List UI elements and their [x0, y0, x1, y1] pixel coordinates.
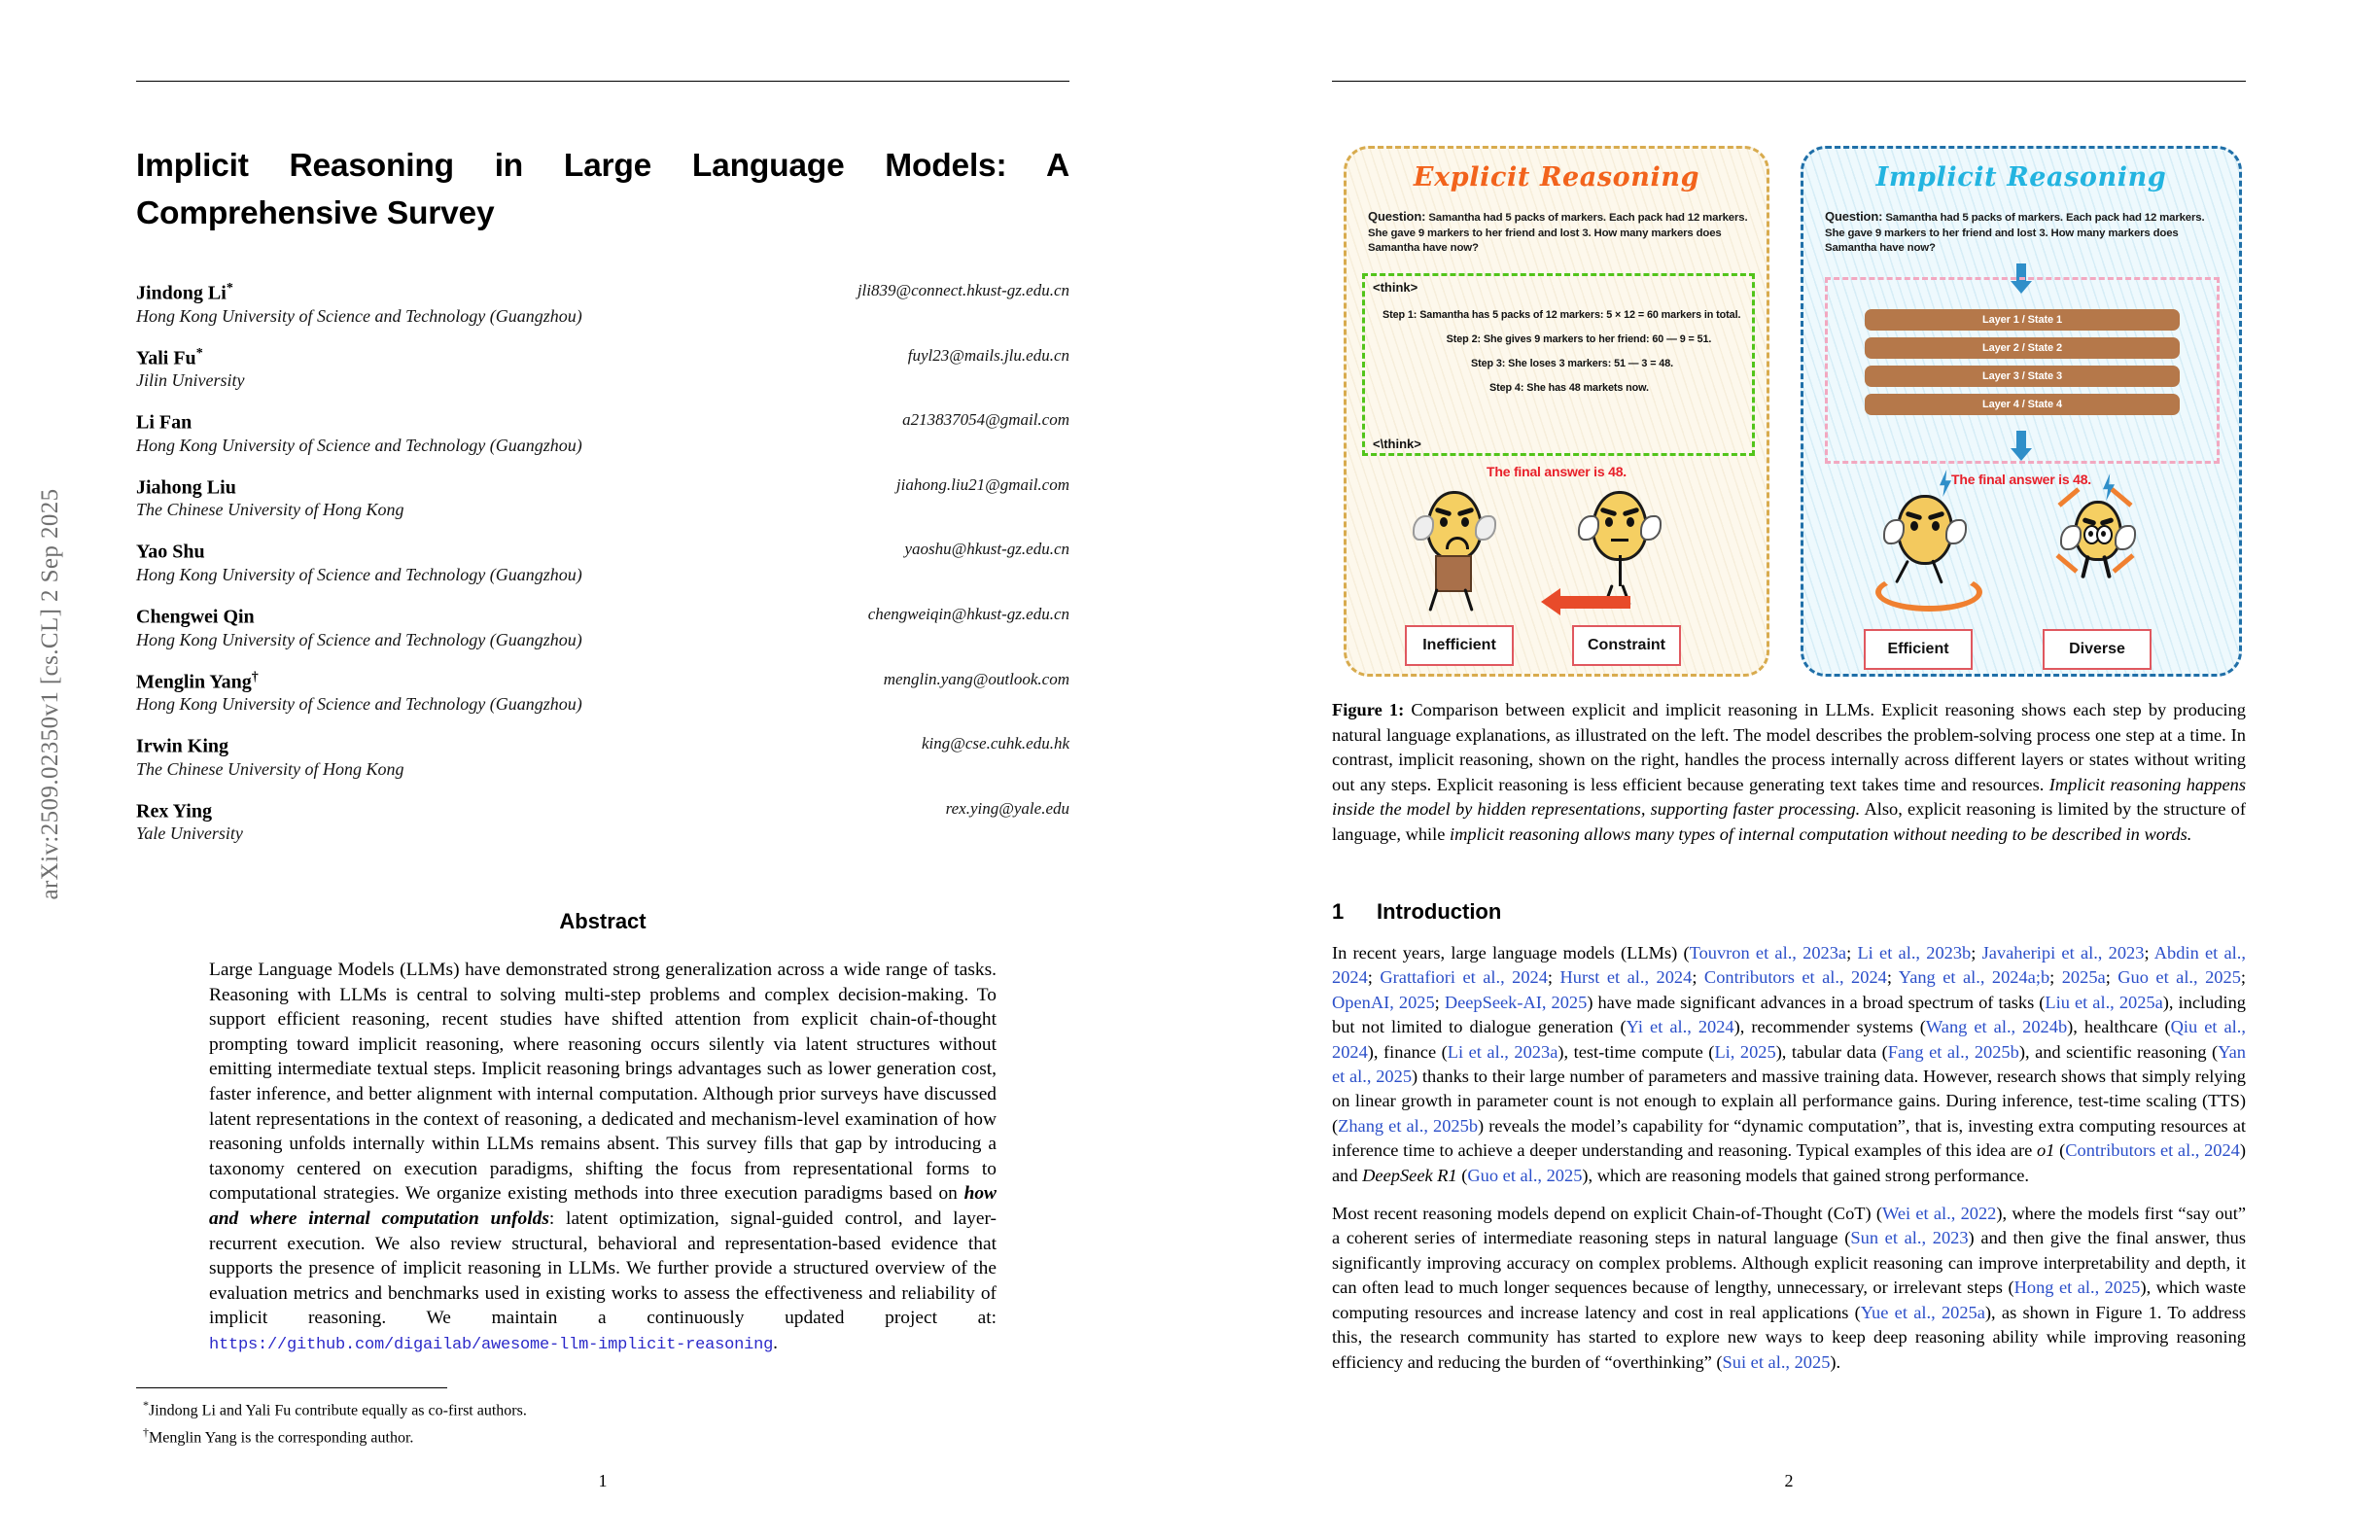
layer-label: Layer 2 / State 2	[1981, 342, 2063, 354]
layer-label: Layer 3 / State 3	[1981, 370, 2063, 382]
project-link[interactable]: https://github.com/digailab/awesome-llm-implicit-reasoning	[209, 1335, 774, 1354]
author-affiliation: Yale University	[136, 823, 243, 844]
arxiv-stamp: arXiv:2509.02350v1 [cs.CL] 2 Sep 2025	[37, 488, 63, 900]
character-head-icon	[1897, 495, 1953, 565]
eye-right-icon	[1627, 517, 1634, 527]
author-mark: *	[226, 281, 233, 296]
wing-left-icon	[1578, 515, 1599, 541]
abstract-part-1: Large Language Models (LLMs) have demonstrated strong generalization across a wide range of tasks. Reasoning with LLMs is central to solving multi-step problems and complex decision-making. To support efficient reasoning, recent studies have shifted attention from explicit chain-of-thought prompting toward implicit reasoning, where reasoning occurs silently via latent structures without emitting intermediate textual steps. Implicit reasoning brings advantages such as lower generation cost, faster inference, and better alignment with internal computation. Although prior surveys have discussed latent representations in the context of reasoning, a dedicated and mechanism-level examination of how reasoning unfolds internally within LLMs remains absent. This survey fills that gap by introducing a taxonomy centered on execution paradigms, shifting the focus from representational forms to computational strategies. We organize existing methods into three execution paradigms based on	[209, 960, 997, 1205]
speed-loop-arrow-icon	[1875, 573, 1982, 612]
badge-efficient	[1864, 629, 1973, 670]
author-entry	[136, 277, 1069, 342]
author-affiliation: Hong Kong University of Science and Technology (Guangzhou)	[136, 435, 582, 455]
badge-constraint	[1572, 625, 1681, 666]
question-text: Samantha had 5 packs of markers. Each pack had 12 markers. She gave 9 markers to her friend and lost 3. How many markers does Samantha have now?	[1825, 212, 2205, 255]
implicit-reasoning-panel	[1801, 146, 2242, 677]
footnote-divider	[136, 1387, 447, 1388]
eyebrow-left-icon	[1435, 508, 1452, 517]
eye-right-icon	[2096, 525, 2113, 544]
eyebrow-left-icon	[1600, 508, 1618, 517]
wing-right-icon	[1640, 515, 1662, 541]
author-email[interactable]: yaoshu@hkust-gz.edu.cn	[904, 540, 1069, 559]
page-title: Implicit Reasoning in Large Language Models: A Comprehensive Survey	[136, 148, 1069, 231]
eyebrow-left-icon	[1906, 511, 1923, 521]
author-name: Jindong Li*	[136, 281, 233, 304]
header-rule-right	[1332, 81, 2246, 82]
reasoning-step: Step 2: She gives 9 markers to her friend: 60 — 9 = 51.	[1446, 333, 1712, 345]
constraint-arrow-icon	[1558, 596, 1630, 609]
badge-inefficient	[1405, 625, 1514, 666]
badge-diverse	[2043, 629, 2152, 670]
author-name: Jiahong Liu	[136, 476, 236, 499]
reasoning-step: Step 1: Samantha has 5 packs of 12 markers: 5 × 12 = 60 markers in total.	[1382, 309, 1741, 321]
author-entry	[136, 795, 1069, 860]
figure-1	[1344, 146, 2236, 671]
author-name: Chengwei Qin	[136, 606, 255, 628]
header-rule-left	[136, 81, 1069, 82]
leg-left-icon	[2081, 555, 2090, 578]
author-email[interactable]: menglin.yang@outlook.com	[883, 669, 1069, 688]
author-email[interactable]: chengweiqin@hkust-gz.edu.cn	[867, 604, 1069, 623]
eyebrow-right-icon	[1928, 511, 1945, 521]
implicit-panel-title: Implicit Reasoning	[1875, 162, 2167, 192]
author-affiliation: Hong Kong University of Science and Technology (Guangzhou)	[136, 629, 582, 649]
author-email[interactable]: jli839@connect.hkust-gz.edu.cn	[857, 281, 1069, 299]
question-label: Question:	[1825, 209, 1883, 224]
layer-bar	[1865, 337, 2180, 359]
reasoning-step: Step 3: She loses 3 markers: 51 — 3 = 48.	[1470, 358, 1674, 369]
wing-left-icon	[1413, 515, 1434, 541]
eye-right-icon	[1461, 517, 1469, 527]
figure-caption-label: Figure 1:	[1332, 700, 1405, 719]
think-block	[1362, 273, 1755, 456]
author-entry	[136, 406, 1069, 472]
wing-left-icon	[1883, 519, 1905, 544]
author-email[interactable]: fuyl23@mails.jlu.edu.cn	[907, 345, 1069, 365]
flow-arrow-bottom-head-icon	[2011, 448, 2032, 461]
think-close-tag: <\think>	[1373, 437, 1421, 451]
page-number-right: 2	[1784, 1471, 1794, 1490]
author-list	[136, 277, 1069, 859]
eye-left-icon	[1440, 517, 1448, 527]
author-entry	[136, 730, 1069, 795]
paragraph-2: Most recent reasoning models depend on explicit Chain-of-Thought (CoT) (Wei et al., 2022), where the models first “say out” a coherent series of intermediate reasoning steps in natural language (Sun et al., 2023) and then give the final answer, thus significantly improving accuracy on complex problems. Although explicit reasoning can improve interpretability and depth, it can often lead to much longer sequences because of lengthy, unnecessary, or irrelevant steps (Hong et al., 2025), which waste computing resources and increase latency and cost in real applications (Yue et al., 2025a), as shown in Figure 1. To address this, the research community has started to explore new ways to keep deep reasoning ability while improving reasoning efficiency and reducing the burden of “overthinking” (Sui et al., 2025).	[1332, 1204, 2247, 1372]
footnote-star: *Jindong Li and Yali Fu contribute equally as co-first authors.	[143, 1398, 527, 1419]
sad-character-icon	[1426, 491, 1483, 561]
efficient-character-icon	[1897, 495, 1953, 565]
author-name: Menglin Yang†	[136, 669, 259, 693]
abstract-heading: Abstract	[559, 909, 647, 933]
constraint-arrow-head-icon	[1541, 588, 1560, 615]
eyebrow-right-icon	[1457, 508, 1475, 517]
wing-right-icon	[1945, 519, 1967, 544]
reasoning-steps	[1365, 309, 1752, 406]
author-entry	[136, 536, 1069, 601]
flat-mouth-icon	[1611, 539, 1628, 542]
wing-right-icon	[2115, 525, 2136, 550]
layer-label: Layer 1 / State 1	[1981, 314, 2063, 326]
think-open-tag: <think>	[1373, 280, 1418, 295]
author-mark: †	[251, 669, 259, 684]
diverse-character-icon	[2074, 501, 2122, 561]
author-name: Irwin King	[136, 735, 229, 757]
abstract-emphasis: how and where internal computation unfolds	[209, 1183, 997, 1229]
author-affiliation: The Chinese University of Hong Kong	[136, 500, 404, 520]
author-mark: *	[195, 345, 203, 361]
footnote-dagger: †Menglin Yang is the corresponding author.	[143, 1425, 414, 1447]
abstract-text	[209, 958, 997, 1358]
author-email[interactable]: a213837054@gmail.com	[902, 410, 1069, 430]
author-email[interactable]: jiahong.liu21@gmail.com	[895, 474, 1069, 494]
implicit-question	[1825, 209, 2222, 257]
reasoning-step: Step 4: She has 48 markets now.	[1489, 382, 1649, 394]
explicit-panel-title: Explicit Reasoning	[1413, 162, 1700, 192]
section-heading-introduction	[1332, 899, 1501, 925]
character-head-icon	[1426, 491, 1483, 561]
author-affiliation: Hong Kong University of Science and Technology (Guangzhou)	[136, 565, 582, 585]
question-text: Samantha had 5 packs of markers. Each pack had 12 markers. She gave 9 markers to her friend and lost 3. How many markers does Samantha have now?	[1368, 212, 1748, 255]
author-entry	[136, 342, 1069, 407]
author-name: Rex Ying	[136, 800, 212, 822]
layer-bar	[1865, 366, 2180, 387]
author-affiliation: Hong Kong University of Science and Technology (Guangzhou)	[136, 694, 582, 715]
diverse-arrow-up-left-icon	[2057, 487, 2080, 508]
character-head-icon	[2074, 501, 2122, 561]
paragraph-1: In recent years, large language models (LLMs) (Touvron et al., 2023a; Li et al., 2023b; Javaheripi et al., 2023; Abdin et al., 2024; Grattafiori et al., 2024; Hurst et al., 2024; Contributors et al., 2024; Yang et al., 2024a;b; 2025a; Guo et al., 2025; OpenAI, 2025; DeepSeek-AI, 2025) have made significant advances in a broad spectrum of tasks (Liu et al., 2025a), including but not limited to dialogue generation (Yi et al., 2024), recommender systems (Wang et al., 2024b), healthcare (Qiu et al., 2024), finance (Li et al., 2023a), test-time compute (Li, 2025), tabular data (Fang et al., 2025b), and scientific reasoning (Yan et al., 2025) thanks to their large number of parameters and massive training data. However, research shows that simply relying on linear growth in parameter count is not enough to explain all performance gains. During inference, test-time scaling (TTS) (Zhang et al., 2025b) reveals the model’s capability for “dynamic computation”, that is, investing extra computing resources at inference time to achieve a deeper understanding and reasoning. Typical examples of this idea are o1 (Contributors et al., 2024) and DeepSeek R1 (Guo et al., 2025), which are reasoning models that gained strong performance.	[1332, 943, 2247, 1185]
introduction-body	[1332, 941, 2246, 1388]
author-entry	[136, 472, 1069, 537]
eye-left-icon	[1910, 521, 1918, 531]
abstract-period: .	[773, 1332, 778, 1353]
wing-right-icon	[1475, 515, 1496, 541]
diverse-arrow-down-right-icon	[2112, 553, 2134, 574]
explicit-final-answer: The final answer is 48.	[1486, 464, 1627, 479]
flow-arrow-bottom-stem-icon	[2016, 431, 2026, 448]
eyebrow-right-icon	[1623, 508, 1640, 517]
footnote-star-mark: *	[143, 1398, 149, 1412]
character-head-icon	[1592, 491, 1648, 561]
layer-bar	[1865, 309, 2180, 331]
author-affiliation: The Chinese University of Hong Kong	[136, 758, 404, 779]
leg-left-icon	[1428, 588, 1438, 612]
explicit-reasoning-panel	[1344, 146, 1769, 677]
leg-right-icon	[2102, 555, 2112, 578]
eye-left-icon	[1605, 517, 1613, 527]
section-number: 1	[1332, 899, 1345, 924]
figure-caption: Figure 1: Comparison between explicit and implicit reasoning in LLMs. Explicit reasoning shows each step by producing natural language explanations, as illustrated on the left. The model describes the problem-solving process one step at a time. In contrast, implicit reasoning, shown on the right, handles the process internally across different layers or states without writing out any steps. Explicit reasoning is less efficient because generating text takes time and resources. Implicit reasoning happens inside the model by hidden representations, supporting faster processing. Also, explicit reasoning is limited by the structure of language, while implicit reasoning allows many types of internal computation without needing to be described in words.	[1332, 700, 2246, 844]
badge-label: Inefficient	[1422, 637, 1496, 653]
layer-bar	[1865, 394, 2180, 415]
author-email[interactable]: rex.ying@yale.edu	[945, 798, 1069, 818]
section-title: Introduction	[1377, 899, 1502, 924]
implicit-final-answer: The final answer is 48.	[1950, 472, 2091, 487]
author-name: Li Fan	[136, 411, 192, 434]
diverse-arrow-down-left-icon	[2055, 553, 2078, 574]
abstract-part-2: : latent optimization, signal-guided control, and layer-recurrent execution. We also review structural, behavioral and representation-based evidence that supports the presence of implicit reasoning in LLMs. We further provide a structured overview of the evaluation metrics and benchmarks used in existing works to assess the effectiveness and reliability of implicit reasoning. We maintain a continuously updated project at:	[209, 1208, 998, 1329]
eye-right-icon	[1932, 521, 1940, 531]
badge-label: Constraint	[1588, 637, 1665, 653]
footnote-block	[143, 1394, 823, 1450]
author-email[interactable]: king@cse.cuhk.edu.hk	[921, 734, 1069, 753]
constrained-character-icon	[1592, 491, 1648, 561]
layer-label: Layer 4 / State 4	[1981, 399, 2063, 410]
diverse-arrow-up-right-icon	[2110, 487, 2132, 508]
heavy-box-icon	[1435, 555, 1472, 592]
footnote-dagger-mark: †	[143, 1425, 149, 1440]
badge-label: Efficient	[1887, 641, 1949, 657]
author-affiliation: Jilin University	[136, 370, 245, 391]
question-label: Question:	[1368, 209, 1426, 224]
author-entry	[136, 666, 1069, 731]
torso-icon	[1619, 555, 1622, 586]
page-number-left: 1	[598, 1471, 608, 1490]
badge-label: Diverse	[2069, 641, 2125, 657]
author-name: Yao Shu	[136, 542, 205, 564]
author-name: Yali Fu*	[136, 345, 203, 369]
sad-mouth-icon	[1446, 537, 1469, 549]
author-affiliation: Hong Kong University of Science and Technology (Guangzhou)	[136, 305, 582, 326]
explicit-question	[1368, 209, 1749, 257]
wing-left-icon	[2060, 525, 2082, 550]
author-entry	[136, 601, 1069, 666]
